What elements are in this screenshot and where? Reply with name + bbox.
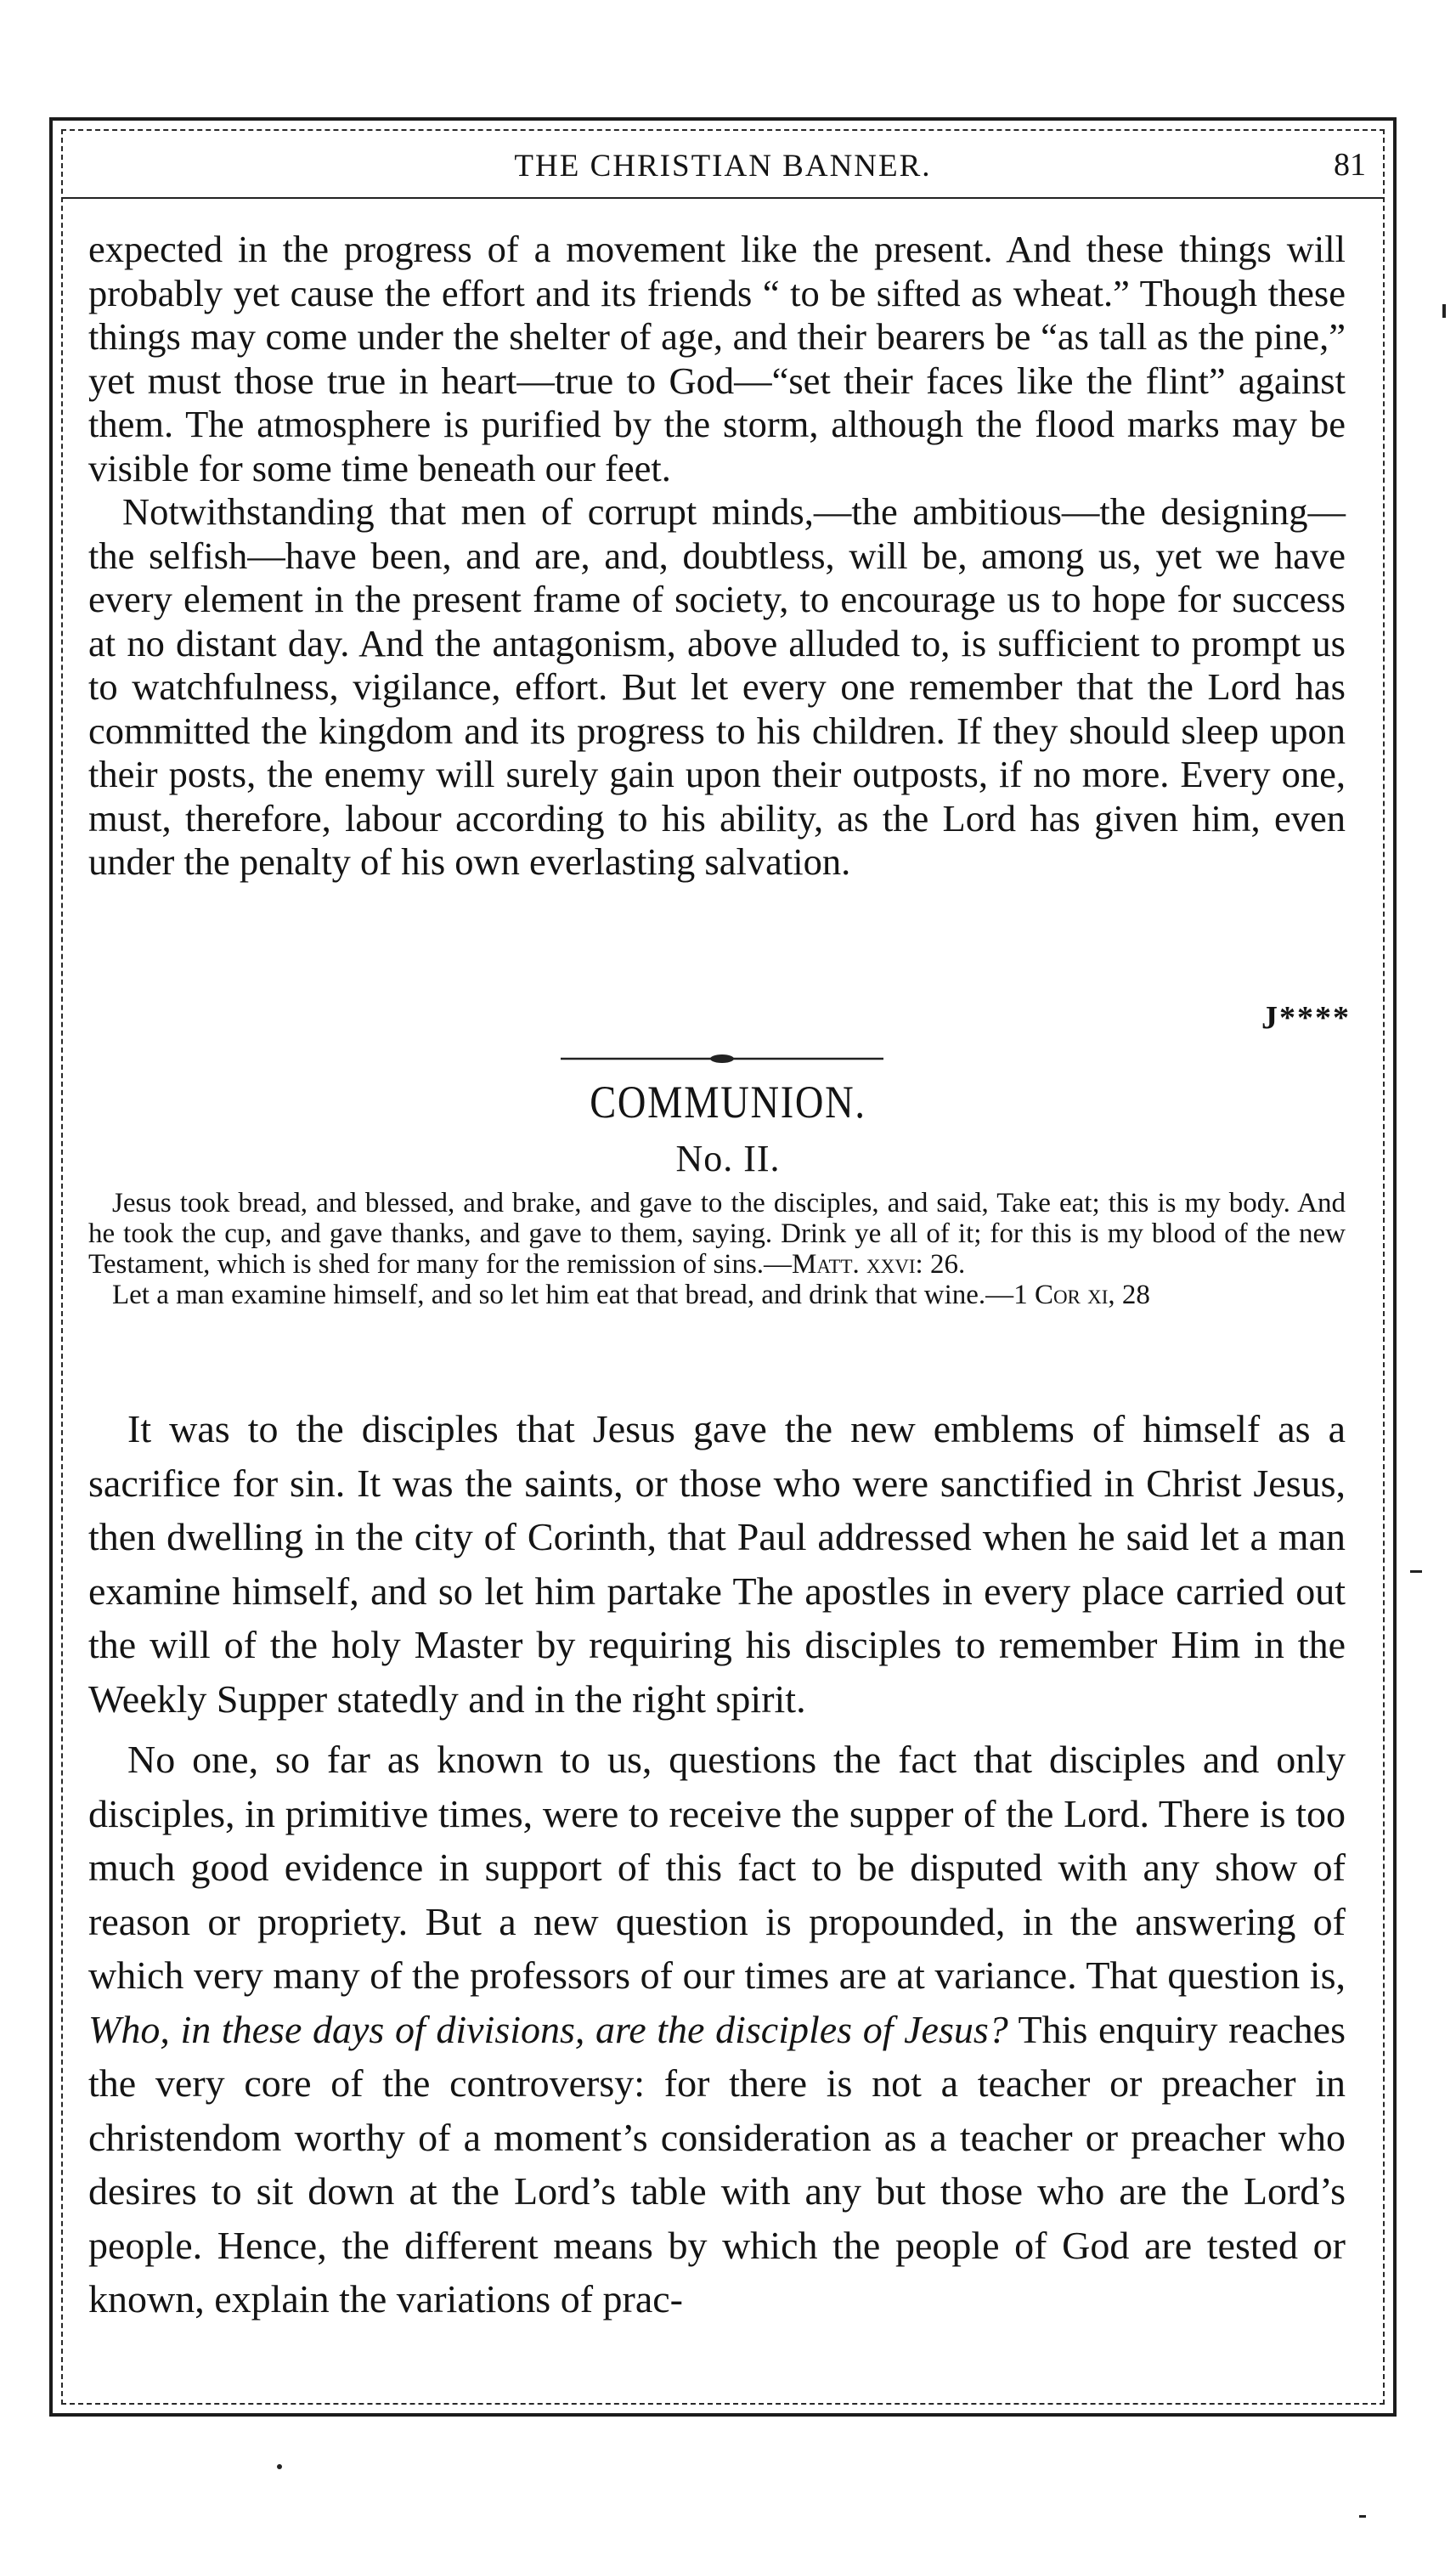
epigraph-quote [88, 1188, 1346, 1280]
scripture-reference: Matt. xxvi: 26. [792, 1249, 966, 1280]
article-body [88, 1402, 1346, 2326]
epigraph-quote [88, 1280, 1346, 1310]
paragraph [88, 1733, 1346, 2326]
margin-mark [1410, 1570, 1422, 1573]
section-title: COMMUNION. [590, 1077, 866, 1128]
page-number: 81 [1334, 147, 1366, 183]
section-divider-ornament [561, 1050, 883, 1067]
running-head [61, 143, 1385, 190]
article-continuation [88, 228, 1346, 885]
header-rule [61, 197, 1385, 199]
text-run: This enquiry reaches the very core of the controversy: for there is not a teacher or preacher in christendom worthy of a moment’s consideration as a teacher or preacher who desires to sit down at the Lord’s table with any but those who are the Lord’s people. Hence, the different means by which the people of God are tested or known, explain the variations of prac- [88, 2007, 1346, 2321]
text-run: No one, so far as known to us, questions the fact that disciples and only disciples, in primitive times, were to receive the supper of the Lord. There is too much good evidence in support of this fact to be disputed with any show of reason or propriety. But a new question is propounded, in the answering of which very many of the professors of our times are at variance. That question is, [88, 1738, 1346, 1997]
paragraph: Notwithstanding that men of corrupt minds,—the ambitious—the designing—the selfish—have been, and are, and, doubtless, will be, among us, yet we have every element in the present frame of society, to encourage us to hope for success at no distant day. And the antagonism, above alluded to, is sufficient to prompt us to watchfulness, vigilance, effort. But let every one remember that the Lord has committed the kingdom and its progress to his children. If they should sleep upon their posts, the enemy will surely gain upon their outposts, if no more. Every one, must, therefore, labour according to his ability, as the Lord has given him, even under the penalty of his own everlasting salvation. [88, 490, 1346, 883]
scripture-reference: 1 Cor xi, 28 [1013, 1280, 1150, 1310]
margin-mark [1442, 304, 1446, 318]
paragraph: It was to the disciples that Jesus gave the new emblems of himself as a sacrifice for sin. It was the saints, or those who were sanctified in Christ Jesus, then dwelling in the city of Corinth, that Paul addressed when he said let a man examine himself, and so let him partake The apostles in every place carried out the will of the holy Master by requiring his disciples to remember Him in the Weekly Supper statedly and in the right spirit. [88, 1407, 1346, 1721]
journal-title: THE CHRISTIAN BANNER. [514, 149, 932, 184]
print-speck [277, 2464, 282, 2469]
print-speck [1359, 2515, 1366, 2518]
quote-text: Let a man examine himself, and so let him eat that bread, and drink that wine.— [112, 1280, 1014, 1310]
author-signature: J**** [1261, 1000, 1351, 1036]
italic-question: Who, in these days of divisions, are the disciples of Jesus? [88, 2007, 1008, 2051]
paragraph: expected in the progress of a movement like the present. And these things will probably yet cause the effort and its friends “ to be sifted as wheat.” Though these things may come under the shelter of age, and their bearers be “as tall as the pine,” yet must those true in heart—true to God—“set their faces like the flint” against them. The atmosphere is purified by the storm, although the flood marks may be visible for some time beneath our feet. [88, 228, 1346, 489]
section-number: No. II. [675, 1138, 781, 1179]
epigraph [88, 1188, 1346, 1310]
quote-text: Jesus took bread, and blessed, and brake, and gave to the disciples, and said, Take eat; this is my body. And he took the cup, and gave thanks, and gave to them, saying. Drink ye all of it; for this is my blood of the new Testament, which is shed for many for the remission of sins.— [88, 1188, 1346, 1280]
